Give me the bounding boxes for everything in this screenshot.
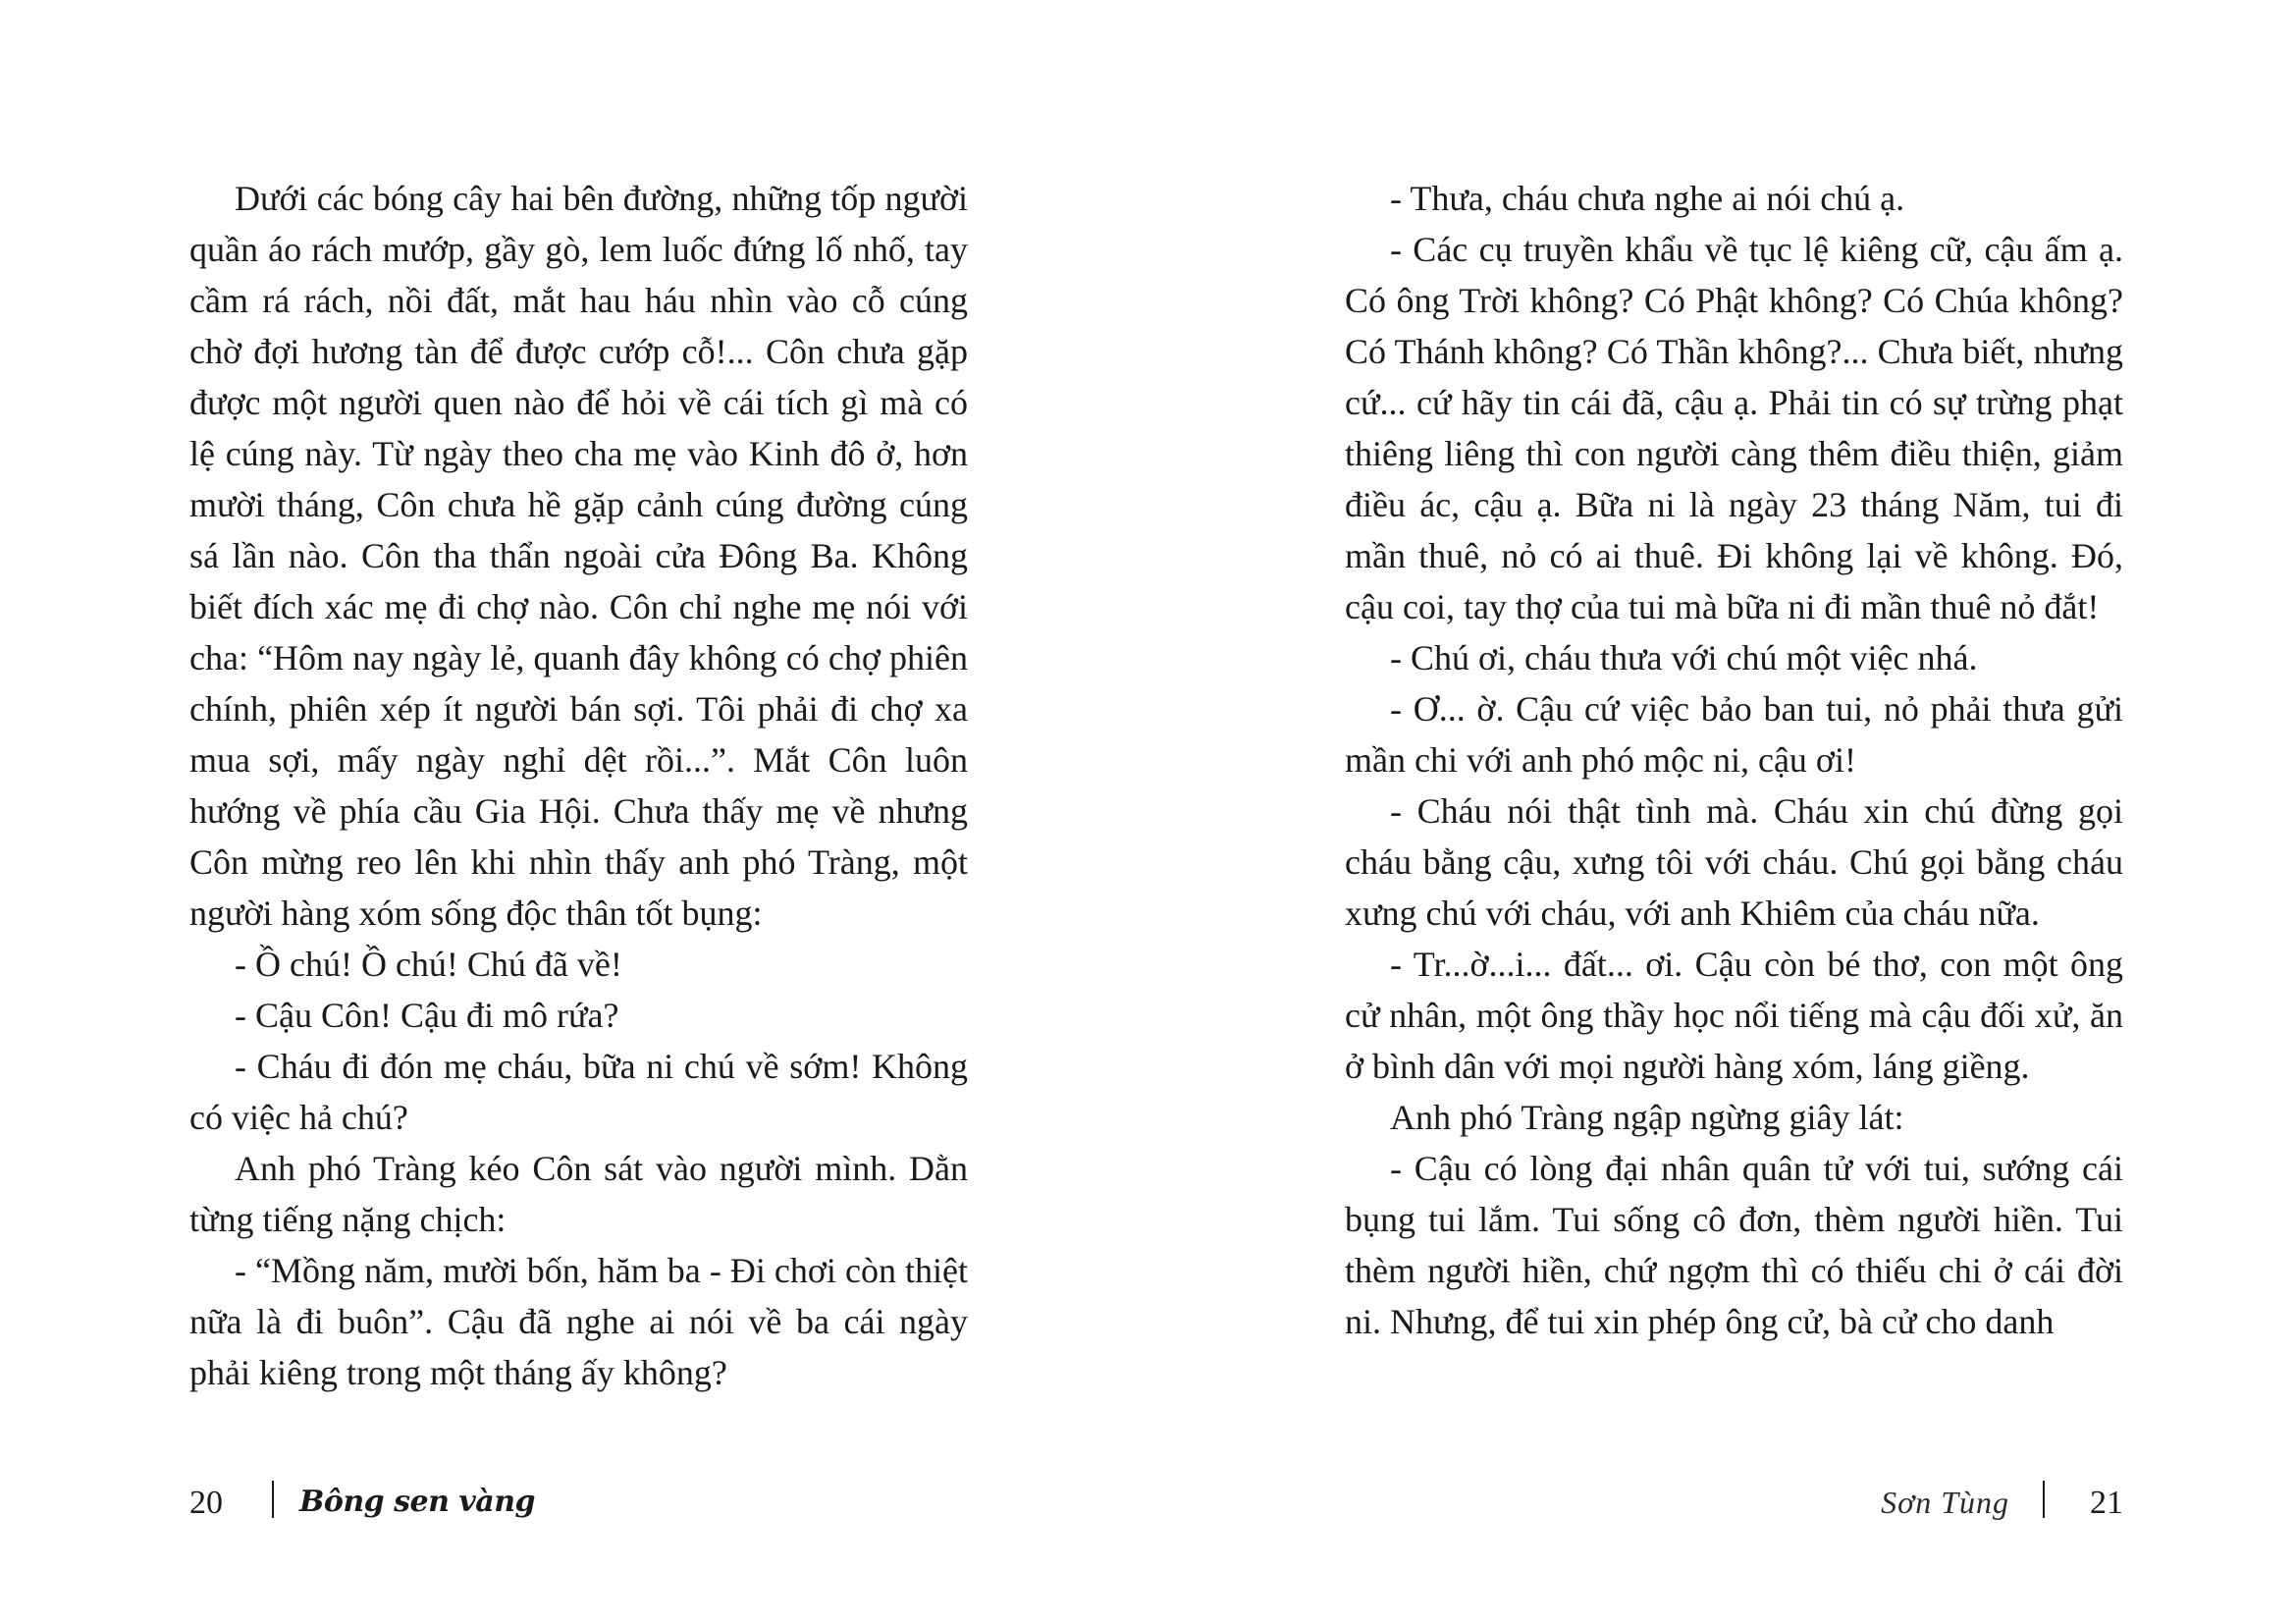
footer-divider xyxy=(2043,1481,2045,1518)
right-page-text xyxy=(1345,173,2123,1347)
page-number: 21 xyxy=(2090,1485,2123,1521)
paragraph: - Ồ chú! Ồ chú! Chú đã về! xyxy=(235,945,622,984)
paragraph: - Tr...ờ...i... đất... ơi. Cậu còn bé thơ, con một ông cử nhân, một ông thầy học nổi tiếng mà cậu đối xử, ăn ở bình dân với mọi người hàng xóm, láng giềng. xyxy=(1345,945,2123,1086)
paragraph: - Cậu có lòng đại nhân quân tử với tui, sướng cái bụng tui lắm. Tui sống cô đơn, thèm người hiền. Tui thèm người hiền, chứ ngợm thì có thiếu chi ở cái đời ni. Nhưng, để tui xin phép ông cử, bà cử cho danh xyxy=(1345,1149,2123,1341)
left-page-footer xyxy=(189,1479,680,1528)
footer-divider xyxy=(272,1481,274,1518)
paragraph: - Thưa, cháu chưa nghe ai nói chú ạ. xyxy=(1390,179,1905,218)
paragraph: - Các cụ truyền khẩu về tục lệ kiêng cữ, cậu ấm ạ. Có ông Trời không? Có Phật không? Có Chúa không? Có Thánh không? Có Thần không?... Chưa biết, nhưng cứ... cứ hãy tin cái đã, cậu ạ. Phải tin có sự trừng phạt thiêng liêng thì con người càng thêm điều thiện, giảm điều ác, cậu ạ. Bữa ni là ngày 23 tháng Năm, tui đi mần thuê, nỏ có ai thuê. Đi không lại về không. Đó, cậu coi, tay thợ của tui mà bữa ni đi mần thuê nỏ đắt! xyxy=(1345,230,2123,626)
page-number: 20 xyxy=(189,1485,223,1521)
paragraph: - Chú ơi, cháu thưa với chú một việc nhá. xyxy=(1390,638,1978,677)
paragraph: - Ơ... ờ. Cậu cứ việc bảo ban tui, nỏ phải thưa gửi mần chi với anh phó mộc ni, cậu ơi! xyxy=(1345,689,2123,780)
right-page xyxy=(1148,0,2296,1624)
paragraph: - Cháu nói thật tình mà. Cháu xin chú đừng gọi cháu bằng cậu, xưng tôi với cháu. Chú gọi bằng cháu xưng chú với cháu, với anh Khiêm của cháu nữa. xyxy=(1345,791,2123,933)
author-name: Sơn Tùng xyxy=(1881,1485,2009,1520)
left-page-text xyxy=(189,173,968,1398)
paragraph: - Cháu đi đón mẹ cháu, bữa ni chú về sớm! Không có việc hả chú? xyxy=(189,1047,968,1137)
paragraph: - Cậu Côn! Cậu đi mô rứa? xyxy=(235,996,619,1035)
paragraph: Anh phó Tràng kéo Côn sát vào người mình. Dằn từng tiếng nặng chịch: xyxy=(189,1149,968,1239)
right-page-footer xyxy=(1639,1479,2123,1528)
paragraph: - “Mồng năm, mười bốn, hăm ba - Đi chơi còn thiệt nữa là đi buôn”. Cậu đã nghe ai nói về ba cái ngày phải kiêng trong một tháng ấy không? xyxy=(189,1251,968,1392)
book-title: Bông sen vàng xyxy=(299,1485,535,1519)
paragraph: Anh phó Tràng ngập ngừng giây lát: xyxy=(1390,1098,1904,1137)
paragraph: Dưới các bóng cây hai bên đường, những tốp người quần áo rách mướp, gầy gò, lem luốc đứng lố nhố, tay cầm rá rách, nồi đất, mắt hau háu nhìn vào cỗ cúng chờ đợi hương tàn để được cướp cỗ!... Côn chưa gặp được một người quen nào để hỏi về cái tích gì mà có lệ cúng này. Từ ngày theo cha mẹ vào Kinh đô ở, hơn mười tháng, Côn chưa hề gặp cảnh cúng đường cúng sá lần nào. Côn tha thẩn ngoài cửa Đông Ba. Không biết đích xác mẹ đi chợ nào. Côn chỉ nghe mẹ nói với cha: “Hôm nay ngày lẻ, quanh đây không có chợ phiên chính, phiên xép ít người bán sợi. Tôi phải đi chợ xa mua sợi, mấy ngày nghỉ dệt rồi...”. Mắt Côn luôn hướng về phía cầu Gia Hội. Chưa thấy mẹ về nhưng Côn mừng reo lên khi nhìn thấy anh phó Tràng, một người hàng xóm sống độc thân tốt bụng: xyxy=(189,179,968,933)
